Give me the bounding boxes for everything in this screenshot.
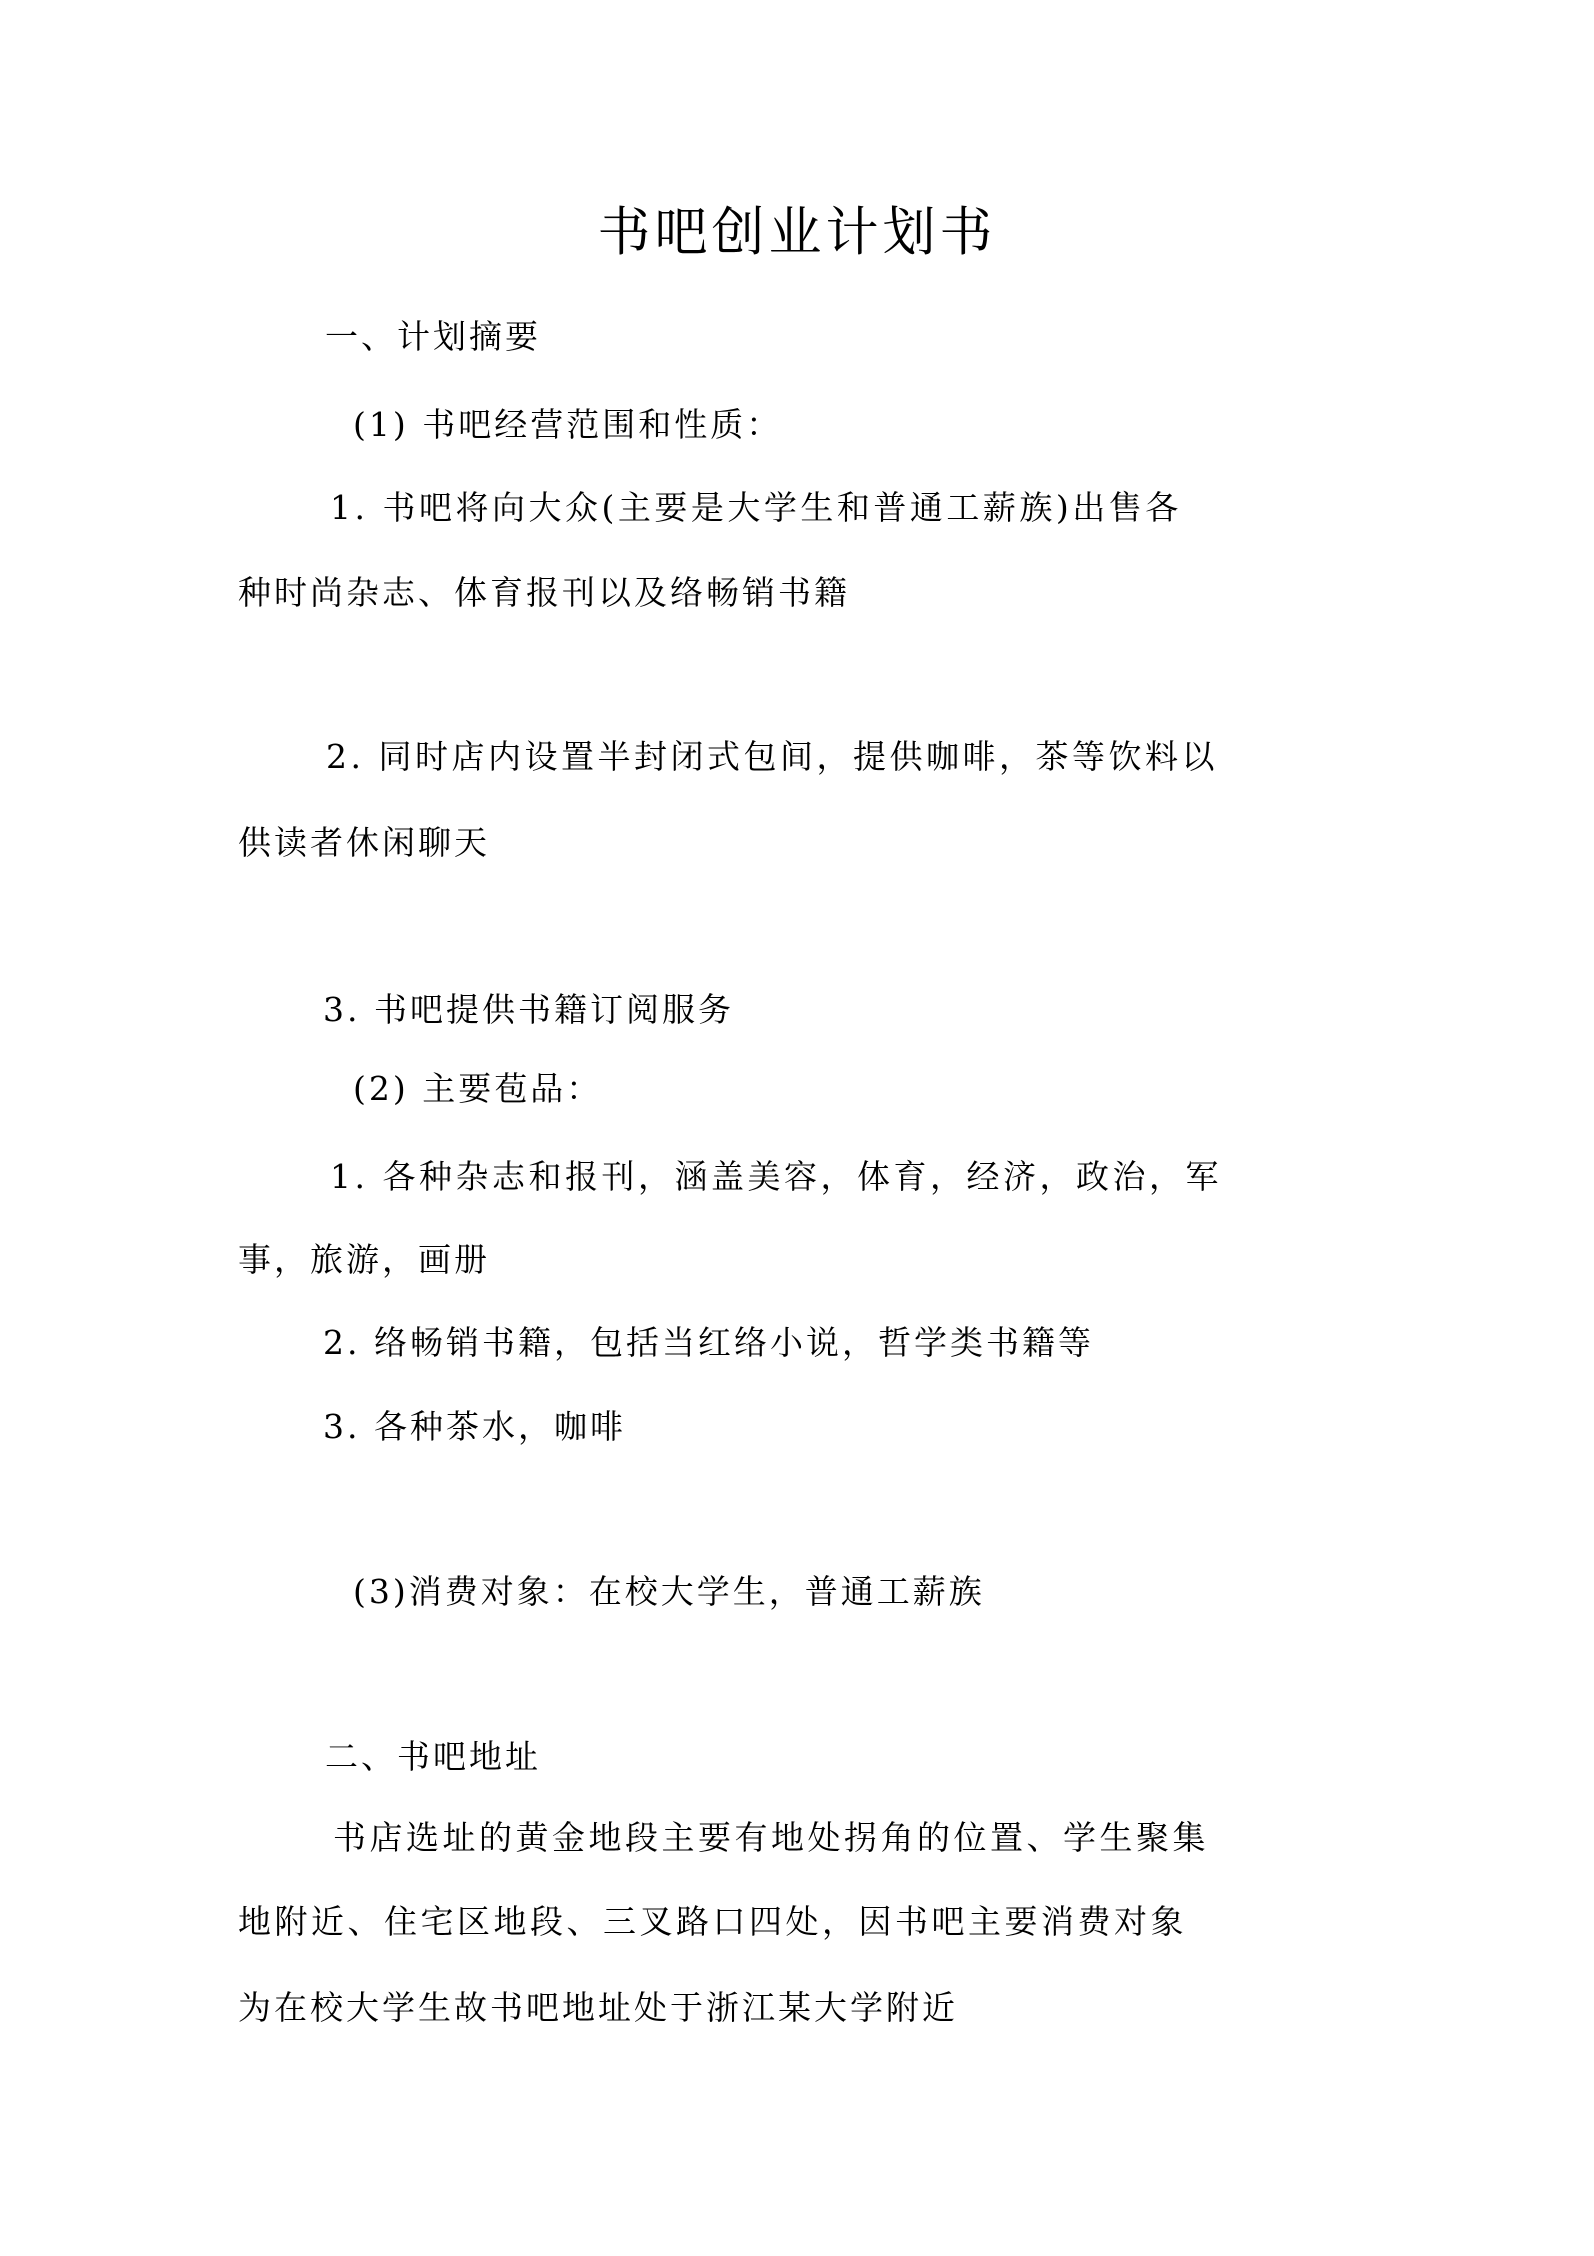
product-item-1-line2: 事，旅游，画册 — [238, 1240, 490, 1279]
product-item-2: 2. 络畅销书籍，包括当红络小说，哲学类书籍等 — [323, 1323, 1094, 1362]
location-paragraph-line1: 书店选址的黄金地段主要有地处拐角的位置、学生聚集 — [333, 1818, 1209, 1857]
section-heading-location: 二、书吧地址 — [325, 1737, 541, 1776]
scope-item-2-line1: 2. 同时店内设置半封闭式包间，提供咖啡，茶等饮料以 — [326, 737, 1218, 776]
product-item-1-line1: 1. 各种杂志和报刊，涵盖美容，体育，经济，政治，军 — [330, 1157, 1222, 1196]
scope-item-1-line1: 1. 书吧将向大众(主要是大学生和普通工薪族)出售各 — [330, 488, 1182, 527]
subsection-heading-products: (2) 主要苞品： — [353, 1069, 603, 1108]
document-title: 书吧创业计划书 — [597, 202, 997, 263]
scope-item-1-line2: 种时尚杂志、体育报刊以及络畅销书籍 — [238, 573, 850, 612]
location-paragraph-line2: 地附近、住宅区地段、三叉路口四处，因书吧主要消费对象 — [238, 1902, 1187, 1941]
location-paragraph-line3: 为在校大学生故书吧地址处于浙江某大学附近 — [238, 1988, 958, 2027]
subsection-heading-scope: (1) 书吧经营范围和性质： — [353, 405, 783, 444]
section-heading-plan-summary: 一、计划摘要 — [325, 317, 541, 356]
scope-item-2-line2: 供读者休闲聊天 — [238, 823, 490, 862]
product-item-3: 3. 各种茶水，咖啡 — [323, 1407, 626, 1446]
subsection-heading-consumers: (3)消费对象：在校大学生，普通工薪族 — [353, 1572, 985, 1611]
scope-item-3: 3. 书吧提供书籍订阅服务 — [323, 990, 734, 1029]
